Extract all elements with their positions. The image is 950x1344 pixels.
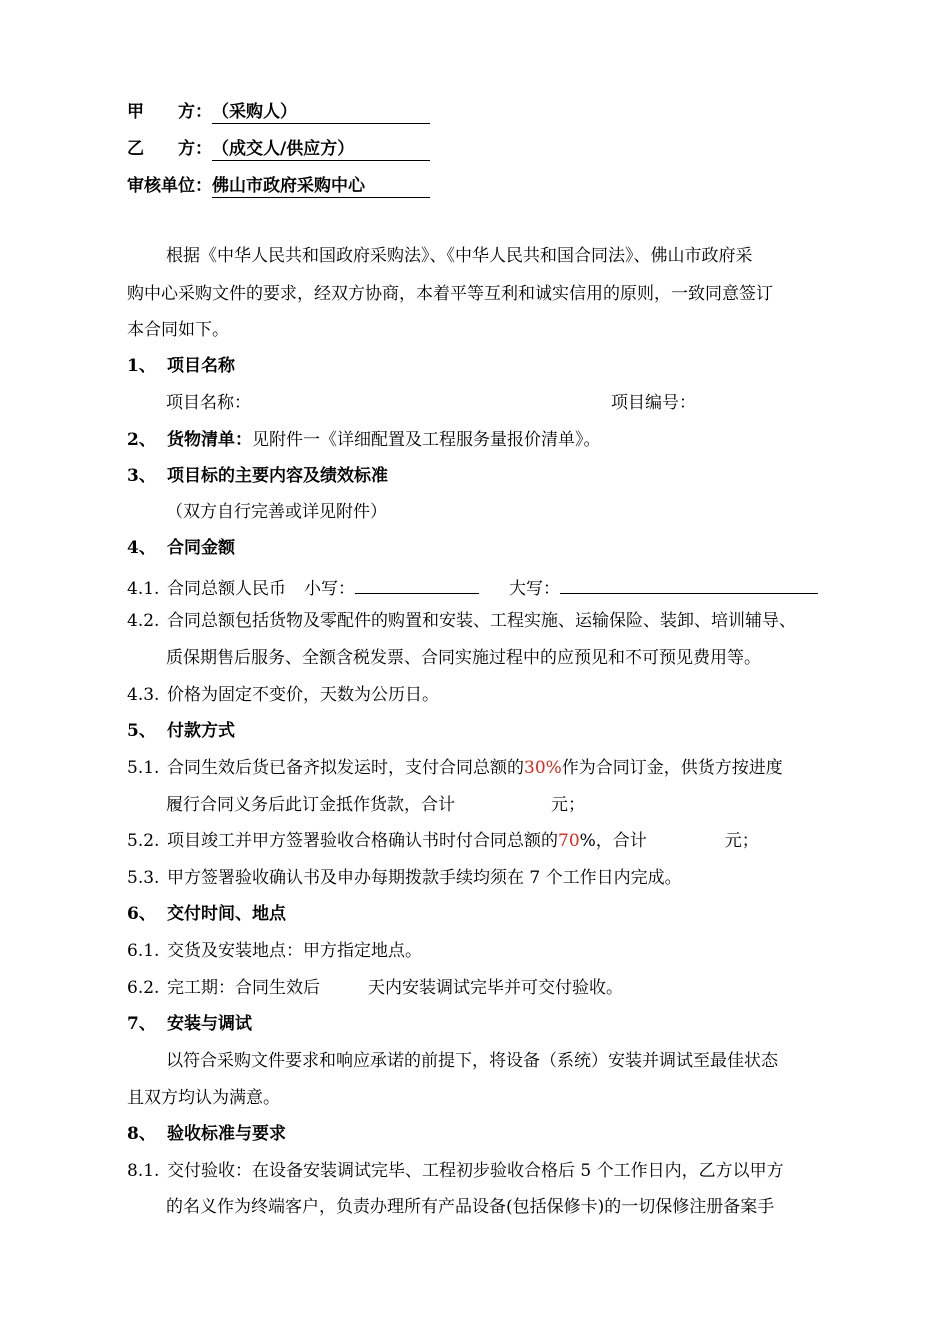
item-4-3 xyxy=(127,687,439,704)
item-number: 5.1. xyxy=(127,758,160,778)
item-5-2 xyxy=(127,833,759,850)
item-6-1 xyxy=(127,943,422,960)
section-2-row xyxy=(127,432,601,449)
item-number: 4.2. xyxy=(127,611,160,631)
section-number: 8、 xyxy=(127,1124,156,1144)
currency-unit: 元； xyxy=(551,795,585,815)
item-number: 4.3. xyxy=(127,685,160,705)
reviewer-value: 佛山市政府采购中心 xyxy=(212,178,430,198)
currency-unit: 元； xyxy=(724,831,759,851)
preamble-line-3: 本合同如下。 xyxy=(127,320,229,340)
section-number: 7、 xyxy=(127,1014,156,1034)
final-percent: 70 xyxy=(558,831,580,851)
section-number: 2、 xyxy=(127,430,156,450)
item-5-3 xyxy=(127,870,682,887)
item-text: 交货及安装地点：甲方指定地点。 xyxy=(167,941,422,961)
section-3-heading xyxy=(127,468,388,485)
item-text: %，合计 xyxy=(579,831,647,851)
item-text: 合同总额人民币 xyxy=(167,579,286,599)
section-5-heading xyxy=(127,723,235,740)
item-5-1 xyxy=(127,760,783,777)
item-number: 5.2. xyxy=(127,831,160,851)
section-8-heading xyxy=(127,1126,286,1143)
party-b-label: 乙 方： xyxy=(127,139,212,159)
amount-big-label: 大写： xyxy=(509,579,560,599)
section-title: 验收标准与要求 xyxy=(167,1124,286,1144)
item-4-2 xyxy=(127,613,796,630)
item-text: 天内安装调试完毕并可交付验收。 xyxy=(368,978,623,998)
preamble-line-2: 购中心采购文件的要求，经双方协商，本着平等互利和诚实信用的原则，一致同意签订 xyxy=(127,284,773,304)
preamble-line-1: 根据《中华人民共和国政府采购法》、《中华人民共和国合同法》、佛山市政府采 xyxy=(166,246,753,266)
item-text: 完工期：合同生效后 xyxy=(167,978,320,998)
section-text: 见附件一《详细配置及工程服务量报价清单》。 xyxy=(252,430,601,450)
item-4-1 xyxy=(127,577,818,598)
section-title: 付款方式 xyxy=(167,721,235,741)
item-text: 价格为固定不变价，天数为公历日。 xyxy=(167,685,439,705)
section-number: 6、 xyxy=(127,904,156,924)
section-1-heading xyxy=(127,358,235,375)
deposit-percent: 30% xyxy=(524,758,562,778)
item-number: 8.1. xyxy=(127,1161,160,1181)
item-4-2-line-2: 质保期售后服务、全额含税发票、合同实施过程中的应预见和不可预见费用等。 xyxy=(166,648,761,668)
section-number: 1、 xyxy=(127,356,156,376)
section-number: 4、 xyxy=(127,538,156,558)
item-text: 合同总额包括货物及零配件的购置和安装、工程实施、运输保险、装卸、培训辅导、 xyxy=(167,611,796,631)
project-code-label: 项目编号： xyxy=(611,393,696,413)
item-text: 履行合同义务后此订金抵作货款，合计 xyxy=(166,795,455,815)
item-5-1-line-2 xyxy=(166,797,585,814)
item-text: 甲方签署验收确认书及申办每期拨款手续均须在 7 个工作日内完成。 xyxy=(167,868,682,888)
item-text: 交付验收：在设备安装调试完毕、工程初步验收合格后 5 个工作日内，乙方以甲方 xyxy=(167,1161,784,1181)
reviewer-label: 审核单位： xyxy=(127,176,212,196)
section-7-heading xyxy=(127,1016,252,1033)
item-number: 5.3. xyxy=(127,868,160,888)
party-a-label: 甲 方： xyxy=(127,102,212,122)
item-number: 6.1. xyxy=(127,941,160,961)
amount-big-blank xyxy=(560,577,818,594)
section-number: 5、 xyxy=(127,721,156,741)
item-6-2 xyxy=(127,980,623,997)
section-title: 货物清单： xyxy=(167,430,252,450)
item-8-1 xyxy=(127,1163,784,1180)
section-title: 项目名称 xyxy=(167,356,235,376)
section-7-line-1: 以符合采购文件要求和响应承诺的前提下，将设备（系统）安装并调试至最佳状态 xyxy=(166,1051,778,1071)
party-b-row xyxy=(127,141,430,161)
section-title: 交付时间、地点 xyxy=(167,904,286,924)
item-text: 项目竣工并甲方签署验收合格确认书时付合同总额的 xyxy=(167,831,558,851)
item-text: 作为合同订金，供货方按进度 xyxy=(561,758,783,778)
section-title: 项目标的主要内容及绩效标准 xyxy=(167,466,388,486)
item-8-1-line-2: 的名义作为终端客户，负责办理所有产品设备(包括保修卡)的一切保修注册备案手 xyxy=(166,1197,775,1217)
item-number: 4.1. xyxy=(127,579,160,599)
section-number: 3、 xyxy=(127,466,156,486)
item-text: 合同生效后货已备齐拟发运时，支付合同总额的 xyxy=(167,758,524,778)
amount-small-label: 小写： xyxy=(304,579,355,599)
item-number: 6.2. xyxy=(127,978,160,998)
project-name-label: 项目名称： xyxy=(166,393,251,413)
section-7-line-2: 且双方均认为满意。 xyxy=(127,1088,280,1108)
section-3-text: （双方自行完善或详见附件） xyxy=(166,502,387,522)
amount-small-blank xyxy=(355,577,479,594)
section-title: 合同金额 xyxy=(167,538,235,558)
party-b-value: （成交人/供应方） xyxy=(212,141,430,161)
section-title: 安装与调试 xyxy=(167,1014,252,1034)
section-4-heading xyxy=(127,540,235,557)
reviewer-row xyxy=(127,178,430,198)
section-6-heading xyxy=(127,906,286,923)
party-a-value: （采购人） xyxy=(212,104,430,124)
party-a-row xyxy=(127,104,430,124)
